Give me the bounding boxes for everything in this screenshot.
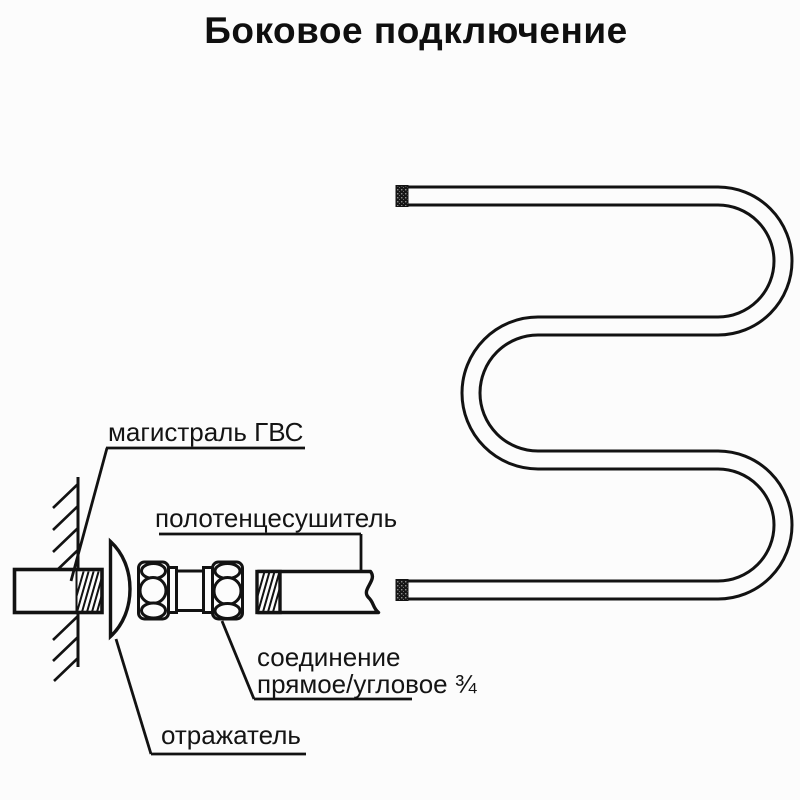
pipe-inner bbox=[402, 196, 783, 590]
label-connection bbox=[257, 644, 477, 698]
towel-rail-tube-end bbox=[253, 570, 379, 613]
towel-rail-pipe bbox=[396, 186, 783, 601]
pipe-outline bbox=[402, 196, 783, 590]
label-supply-line: магистраль ГВС bbox=[108, 417, 304, 447]
label-connection-line2: прямое/угловое ¾ bbox=[257, 669, 477, 699]
reflector-dome bbox=[111, 542, 131, 637]
pipe-end-cap-top bbox=[396, 186, 408, 207]
supply-pipe-stub bbox=[15, 570, 110, 613]
pipe-end-cap-bottom bbox=[396, 580, 408, 601]
label-reflector: отражатель bbox=[161, 720, 301, 750]
fitting-body bbox=[177, 571, 204, 611]
label-towel-rail: полотенцесушитель bbox=[155, 503, 398, 533]
leader-towel-rail bbox=[159, 534, 361, 570]
page-title: Боковое подключение bbox=[204, 10, 628, 51]
label-connection-line1: соединение bbox=[257, 642, 401, 672]
union-fitting bbox=[139, 562, 243, 619]
